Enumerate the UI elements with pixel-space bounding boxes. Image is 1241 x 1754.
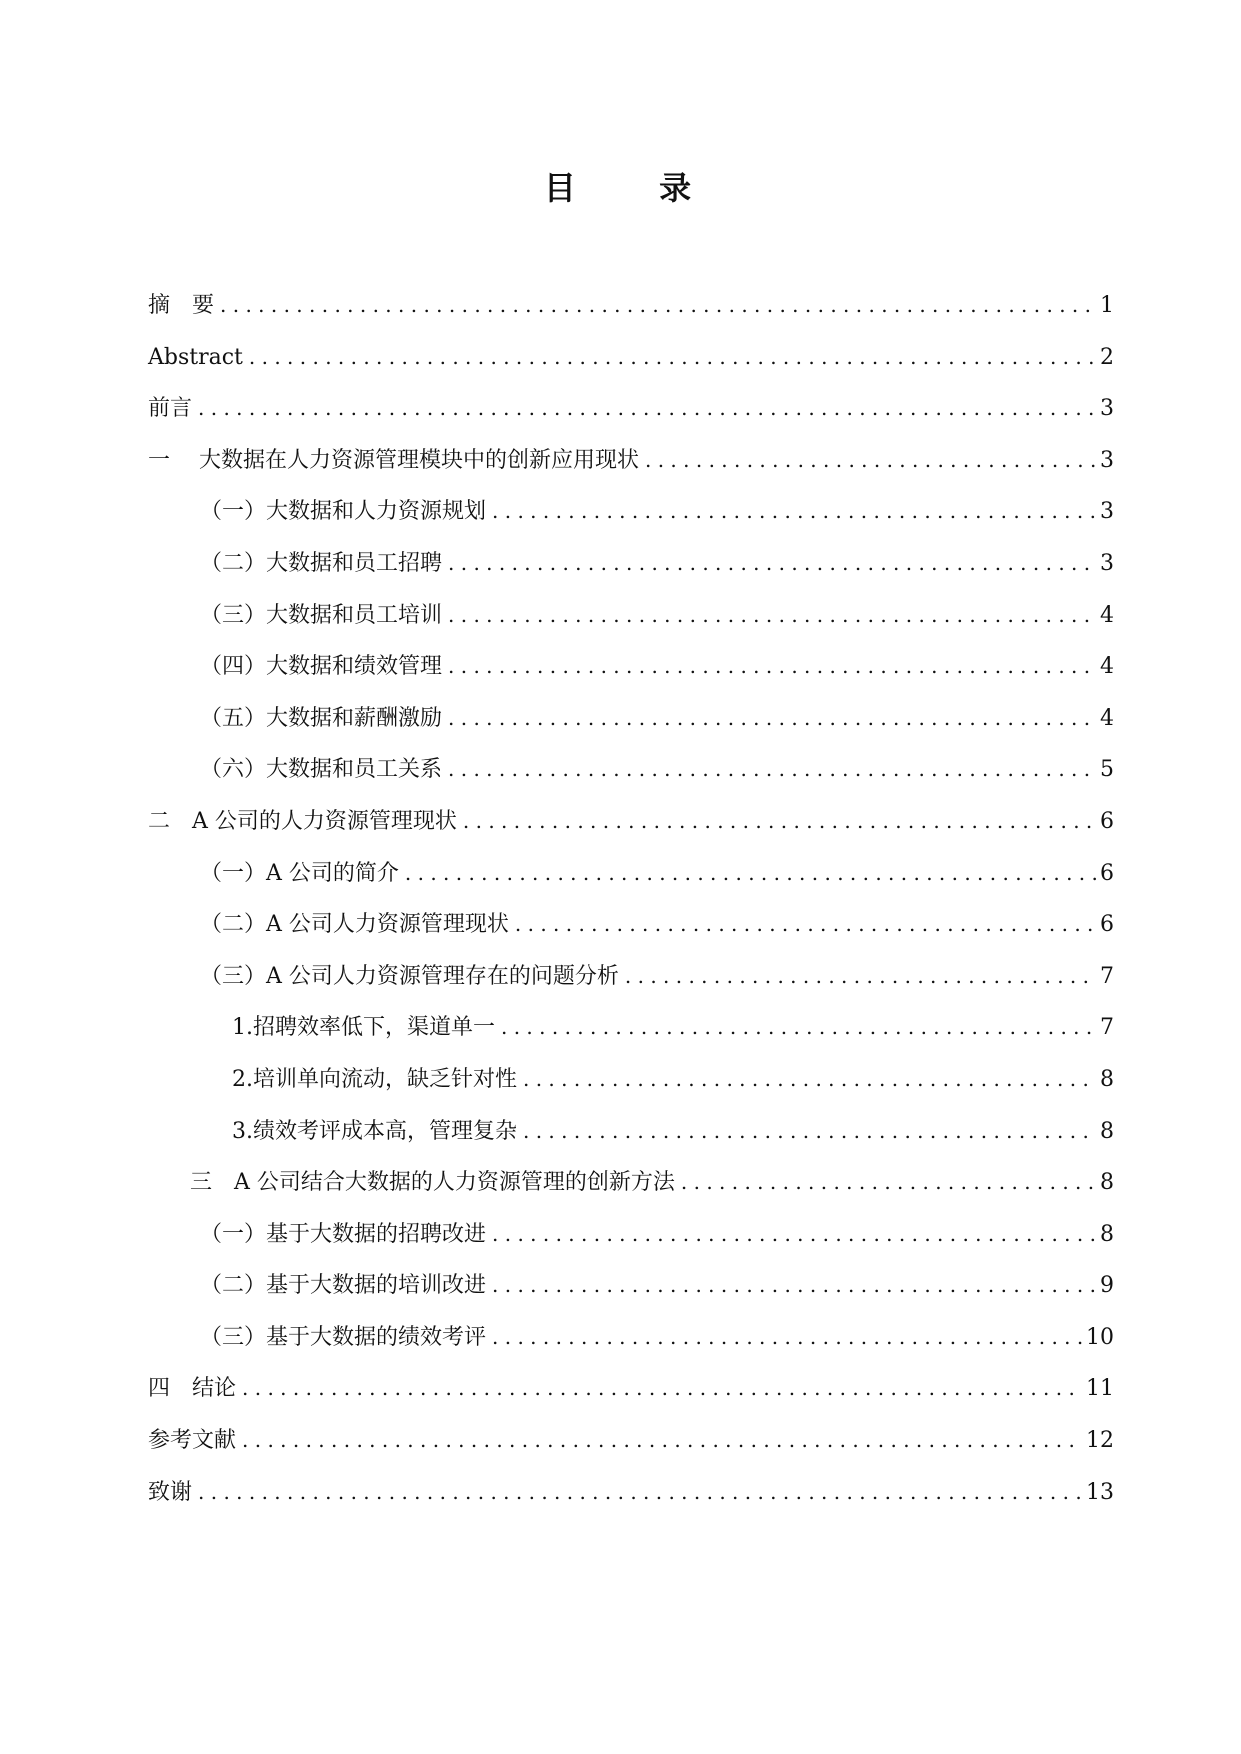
toc-page-number: 1 [1100,293,1114,318]
toc-entry[interactable] [148,1062,1114,1114]
toc-entry[interactable] [148,391,1114,443]
dot-leader [681,1165,1096,1199]
toc-entry[interactable] [148,856,1114,908]
toc-entry-title: 参考文献 [148,1428,237,1454]
table-of-contents [148,288,1114,1526]
dot-leader [625,959,1096,993]
toc-entry[interactable] [148,1010,1114,1062]
toc-entry-title: 前言 [148,396,193,422]
toc-page-number: 13 [1086,1479,1114,1505]
dot-leader [492,1268,1096,1302]
toc-entry-title: 致谢 [148,1479,193,1505]
toc-entry[interactable] [148,907,1114,959]
dot-leader [448,701,1096,735]
toc-entry[interactable] [148,1320,1114,1372]
dot-leader [242,1423,1082,1457]
dot-leader [463,804,1096,838]
dot-leader [523,1114,1096,1148]
dot-leader [242,1371,1082,1405]
dot-leader [249,340,1096,374]
toc-page-number: 2 [1100,344,1114,370]
page-title: 目 录 [543,169,728,207]
toc-page-number: 6 [1100,808,1114,834]
toc-entry[interactable] [148,804,1114,856]
toc-entry[interactable] [148,494,1114,546]
dot-leader [198,1475,1082,1509]
toc-page-number: 7 [1100,1015,1114,1041]
toc-entry-title: 3.绩效考评成本高，管理复杂 [232,1118,517,1144]
dot-leader [645,443,1096,477]
toc-entry[interactable] [148,443,1114,495]
toc-entry-title: 2.培训单向流动，缺乏针对性 [232,1066,517,1092]
toc-entry-title: Abstract [148,344,243,370]
dot-leader [492,494,1096,528]
dot-leader [515,907,1096,941]
toc-page-number: 8 [1100,1170,1114,1196]
toc-entry[interactable] [148,1114,1114,1166]
toc-entry[interactable] [148,1475,1114,1527]
dot-leader [220,288,1096,322]
toc-entry[interactable] [148,959,1114,1011]
toc-page-number: 11 [1086,1376,1114,1402]
toc-entry[interactable] [148,1371,1114,1423]
toc-entry-title: （五）大数据和薪酬激励 [200,705,443,731]
dot-leader [448,546,1096,580]
toc-entry-title: 1.招聘效率低下，渠道单一 [232,1015,495,1041]
toc-page-number: 6 [1100,860,1114,886]
toc-page-number: 3 [1100,550,1114,576]
toc-page-number: 8 [1100,1221,1114,1247]
toc-entry-title: （一）大数据和人力资源规划 [200,499,487,525]
toc-entry-title: 四 结论 [148,1376,237,1402]
toc-entry[interactable] [148,546,1114,598]
toc-page-number: 4 [1100,654,1114,680]
toc-entry-title: 三 A 公司结合大数据的人力资源管理的创新方法 [190,1170,675,1196]
toc-entry[interactable] [148,598,1114,650]
toc-page-number: 12 [1086,1428,1114,1454]
toc-entry-title: 二 A 公司的人力资源管理现状 [148,808,457,834]
toc-page-number: 3 [1100,396,1114,422]
toc-entry[interactable] [148,649,1114,701]
toc-entry[interactable] [148,1268,1114,1320]
toc-entry[interactable] [148,1217,1114,1269]
toc-page-number: 4 [1100,705,1114,731]
dot-leader [492,1217,1096,1251]
dot-leader [448,752,1096,786]
toc-entry[interactable] [148,340,1114,392]
toc-entry-title: （二）大数据和员工招聘 [200,550,443,576]
toc-page-number: 8 [1100,1118,1114,1144]
toc-page-number: 9 [1100,1273,1114,1299]
toc-entry-title: （一）A 公司的简介 [200,860,399,886]
dot-leader [198,391,1096,425]
toc-entry-title: （二）基于大数据的培训改进 [200,1273,487,1299]
toc-entry[interactable] [148,1165,1114,1217]
dot-leader [405,856,1096,890]
toc-page-number: 8 [1100,1066,1114,1092]
toc-entry-title: （六）大数据和员工关系 [200,757,443,783]
toc-entry[interactable] [148,1423,1114,1475]
dot-leader [501,1010,1096,1044]
toc-entry[interactable] [148,701,1114,753]
dot-leader [523,1062,1096,1096]
toc-entry-title: （四）大数据和绩效管理 [200,654,443,680]
toc-entry-title: 一 大数据在人力资源管理模块中的创新应用现状 [148,447,639,473]
toc-page-number: 5 [1100,757,1114,783]
toc-page-number: 6 [1100,912,1114,938]
toc-page-number: 7 [1100,963,1114,989]
toc-entry[interactable] [148,288,1114,340]
dot-leader [448,649,1096,683]
toc-entry-title: （一）基于大数据的招聘改进 [200,1221,487,1247]
toc-page-number: 3 [1100,447,1114,473]
toc-entry-title: （三）大数据和员工培训 [200,602,443,628]
toc-page-number: 3 [1100,499,1114,525]
toc-entry-title: （二）A 公司人力资源管理现状 [200,912,509,938]
toc-entry-title: 摘 要 [148,293,215,318]
toc-page-number: 10 [1086,1324,1114,1350]
toc-entry[interactable] [148,752,1114,804]
toc-entry-title: （三）A 公司人力资源管理存在的问题分析 [200,963,619,989]
dot-leader [492,1320,1082,1354]
toc-entry-title: （三）基于大数据的绩效考评 [200,1324,487,1350]
dot-leader [448,598,1096,632]
toc-page-number: 4 [1100,602,1114,628]
